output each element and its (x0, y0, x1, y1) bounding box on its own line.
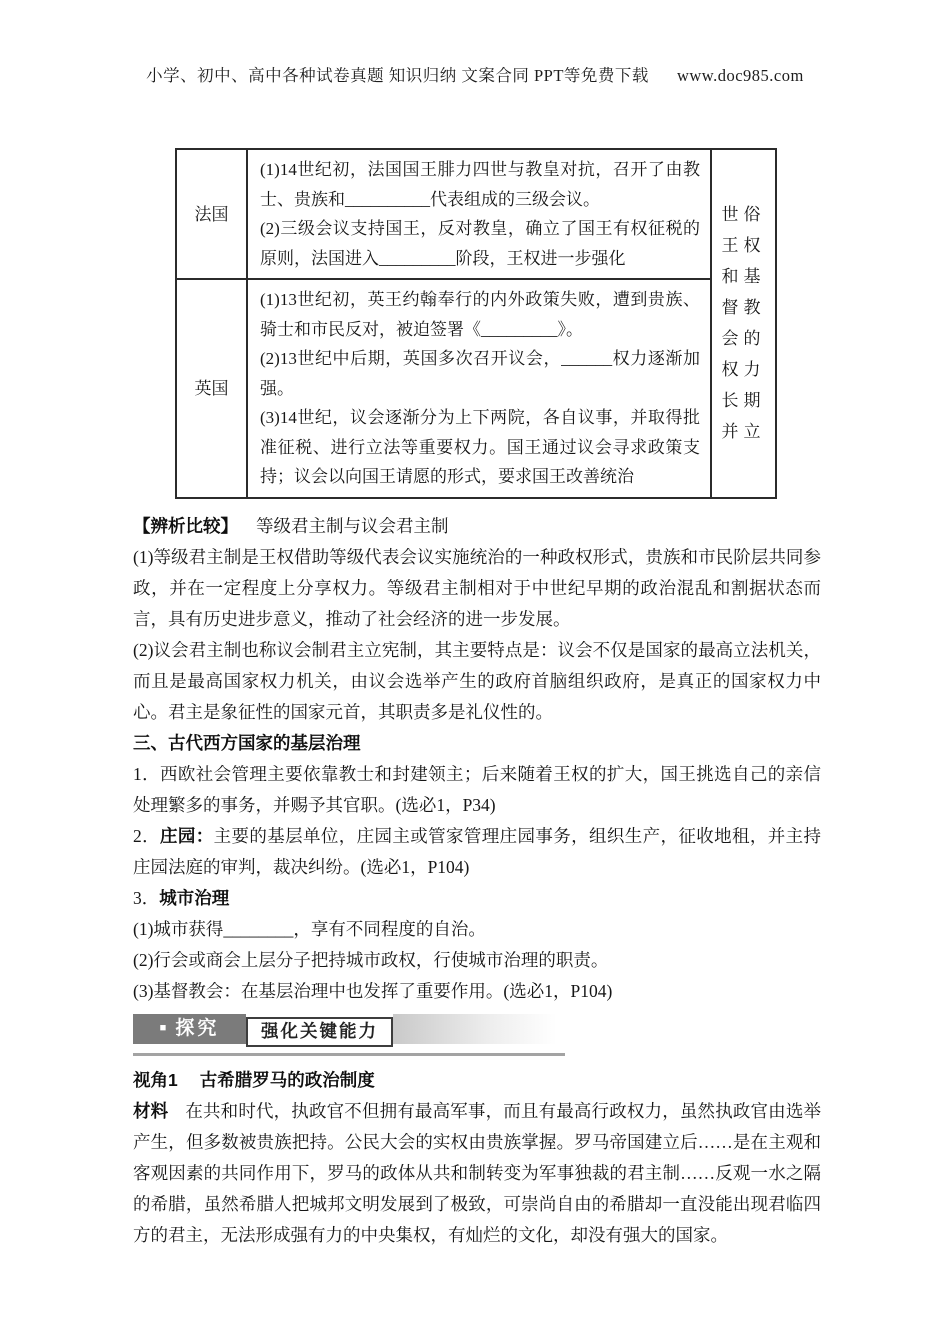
page-header (0, 62, 950, 86)
section3-item-3-heading (133, 883, 821, 914)
section3-item-1: 1．西欧社会管理主要依靠教士和封建领主；后来随着王权的扩大，国王挑选自己的亲信处理繁多的事务，并赐予其官职。(选必1，P34) (133, 763, 821, 815)
side-note: 世俗王权和基督教会的权力长期并立 (721, 205, 766, 442)
table-point: (1)14世纪初，法国国王腓力四世与教皇对抗，召开了由教士、贵族和__________代表组成的三级会议。 (260, 160, 700, 209)
material-label: 材料 (133, 1100, 169, 1121)
country-cell-france: 法国 (176, 149, 247, 279)
item2-number: 2． (133, 825, 160, 846)
section3-item-2 (133, 821, 821, 883)
table-point: (1)13世纪初，英王约翰奉行的内外政策失败，遭到贵族、骑士和市民反对，被迫签署《_________》。 (260, 290, 700, 339)
item3-point-2: (2)行会或商会上层分子把持城市政权，行使城市治理的职责。 (133, 949, 609, 970)
item3-number: 3． (133, 887, 160, 908)
banner-fade (393, 1014, 565, 1044)
country-cell-england: 英国 (176, 279, 247, 498)
viewpoint-title: 古希腊罗马的政治制度 (199, 1069, 375, 1090)
compare-paragraph-1: (1)等级君主制是王权借助等级代表会议实施统治的一种政权形式，贵族和市民阶层共同参政，并在一定程度上分享权力。等级君主制相对于中世纪早期的政治混乱和割据状态而言，具有历史进步意义，推动了社会经济的进一步发展。 (133, 546, 821, 629)
table-point: (2)三级会议支持国王，反对教皇，确立了国王有权征税的原则，法国进入_________阶段，王权进一步强化 (260, 219, 700, 268)
content-cell-france (247, 149, 711, 279)
banner-underline (133, 1053, 565, 1056)
square-bullet-icon: ■ (159, 1022, 167, 1034)
table-point: (3)14世纪，议会逐渐分为上下两院，各自议事，并取得批准征税、进行立法等重要权力。国王通过议会寻求政策支持；议会以向国王请愿的形式，要求国王改善统治 (260, 408, 700, 486)
explore-banner (133, 1014, 565, 1056)
item3-point-1: (1)城市获得________，享有不同程度的自治。 (133, 918, 486, 939)
content-cell-england (247, 279, 711, 498)
item2-text: 主要的基层单位，庄园主或管家管理庄园事务，组织生产，征收地租，并主持庄园法庭的审判，裁决纠纷。(选必1，P104) (133, 825, 821, 877)
table-row-france (176, 149, 776, 279)
explore-tab (133, 1014, 246, 1044)
monarchy-table (175, 148, 777, 499)
section3-heading: 三、古代西方国家的基层治理 (133, 732, 361, 753)
table-point: (2)13世纪中后期，英国多次召开议会，______权力逐渐加强。 (260, 349, 700, 398)
compare-title: 等级君主制与议会君主制 (256, 515, 449, 536)
viewpoint-heading (133, 1065, 821, 1096)
compare-heading (133, 511, 821, 542)
header-text: 小学、初中、高中各种试卷真题 知识归纳 文案合同 PPT等免费下载 (146, 66, 649, 85)
explore-banner-row (133, 1014, 565, 1050)
explore-tab-label: 探究 (175, 1018, 220, 1039)
material-paragraph (133, 1096, 821, 1251)
header-url: www.doc985.com (676, 66, 804, 85)
compare-label: 【辨析比较】 (133, 515, 238, 536)
item2-term: 庄园： (160, 825, 214, 846)
table-row-england (176, 279, 776, 498)
compare-paragraph-2: (2)议会君主制也称议会制君主立宪制，其主要特点是：议会不仅是国家的最高立法机关，而且是最高国家权力机关，由议会选举产生的政府首脑组织政府，是真正的国家权力中心。君主是象征性的国家元首，其职责多是礼仪性的。 (133, 639, 821, 722)
explore-subtitle: 强化关键能力 (246, 1017, 393, 1047)
item3-point-3: (3)基督教会：在基层治理中也发挥了重要作用。(选必1，P104) (133, 980, 613, 1001)
document-body (133, 148, 821, 1251)
side-note-cell (711, 149, 776, 498)
item3-term: 城市治理 (159, 887, 230, 908)
material-text: 在共和时代，执政官不但拥有最高军事，而且有最高行政权力，虽然执政官由选举产生，但多数被贵族把持。公民大会的实权由贵族掌握。罗马帝国建立后……是在主观和客观因素的共同作用下，罗马的政体从共和制转变为军事独裁的君主制……反观一水之隔的希腊，虽然希腊人把城邦文明发展到了极致，可崇尚自由的希腊却一直没能出现君临四方的君主，无法形成强有力的中央集权，有灿烂的文化，却没有强大的国家。 (133, 1100, 822, 1245)
viewpoint-label: 视角1 (133, 1069, 178, 1090)
